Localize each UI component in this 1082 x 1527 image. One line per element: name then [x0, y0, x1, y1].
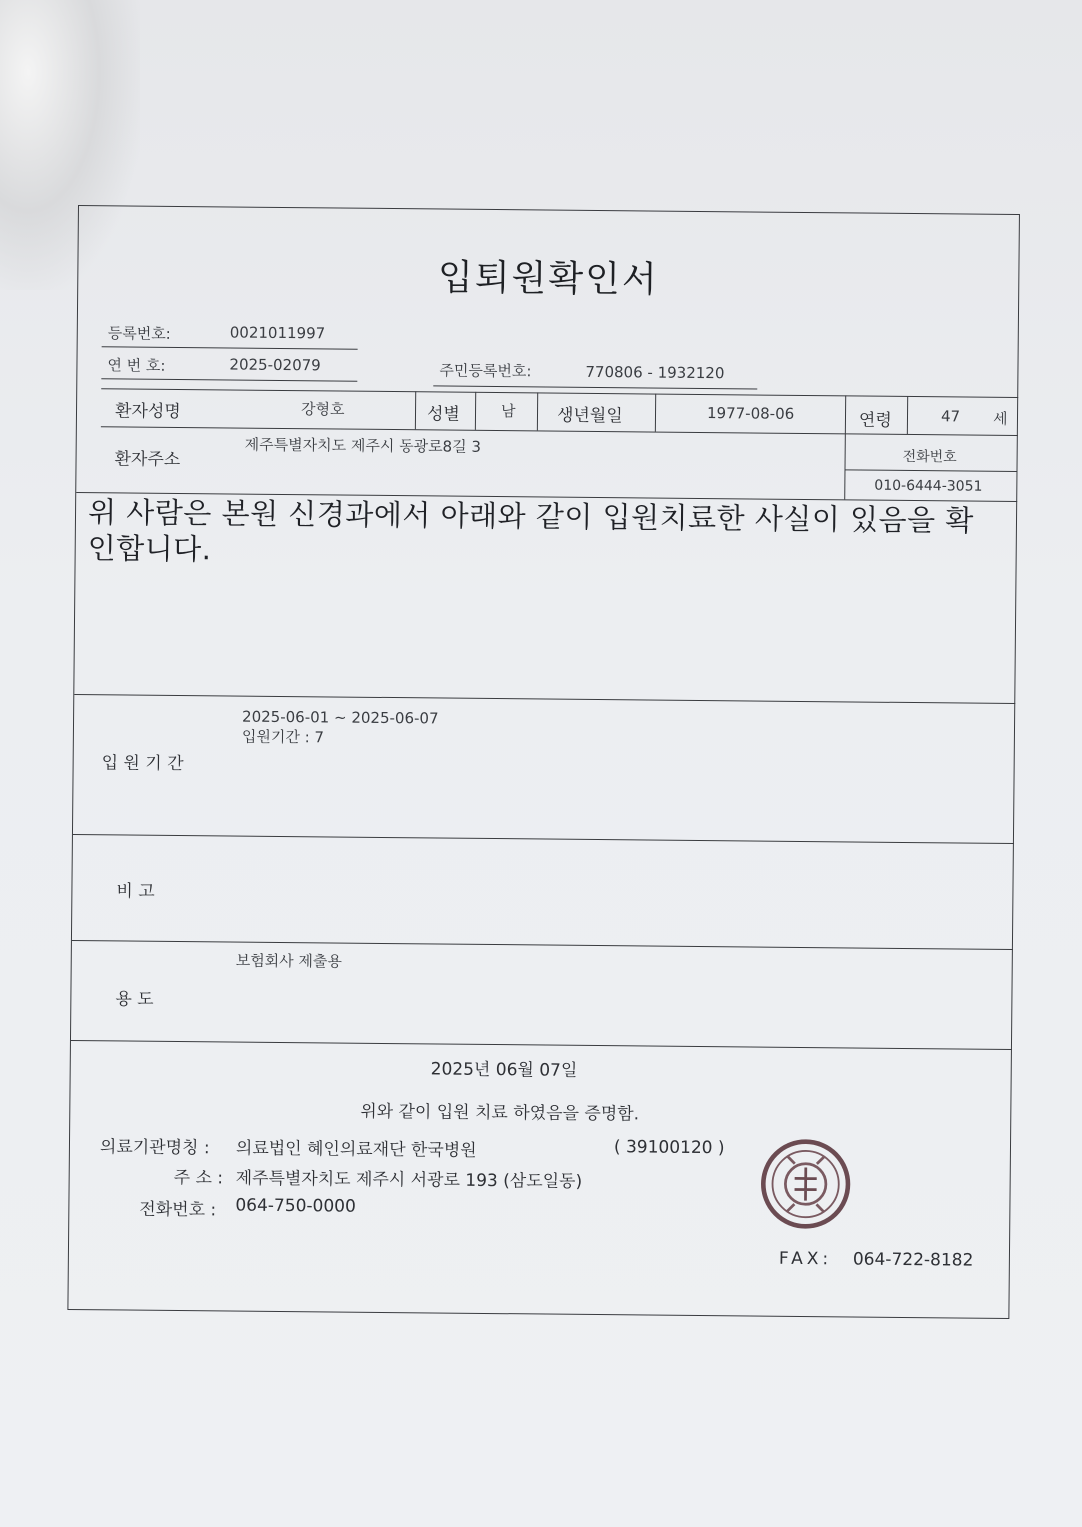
resident-id-value: 770806 - 1932120	[585, 362, 725, 383]
confirmation-statement: 위 사람은 본원 신경과에서 아래와 같이 입원치료한 사실이 있음을 확인합니다.	[87, 495, 975, 567]
resident-id-underline	[433, 385, 757, 389]
remarks-top-line	[73, 834, 1014, 844]
phone-cell-line	[844, 469, 1017, 472]
hospital-seal-icon	[759, 1138, 852, 1231]
sex-value: 남	[500, 402, 516, 421]
footer-phone-label: 전화번호 :	[139, 1199, 217, 1221]
divider-1	[415, 391, 416, 429]
sex-label: 성별	[426, 404, 460, 425]
admission-certificate	[67, 205, 1020, 1319]
table-top-line	[101, 388, 1018, 398]
divider-6	[907, 396, 908, 434]
footer-top-line	[71, 1040, 1012, 1050]
divider-2	[475, 392, 476, 430]
fax-number: 064-722-8182	[852, 1249, 974, 1271]
issue-date: 2025년 06월 07일	[430, 1059, 578, 1081]
footer-phone: 064-750-0000	[235, 1195, 356, 1217]
purpose-value: 보험회사 제출용	[235, 951, 343, 971]
patient-name-label: 환자성명	[114, 401, 181, 422]
resident-id-label: 주민등록번호:	[439, 361, 532, 381]
serial-label: 연 번 호:	[107, 356, 166, 375]
admission-top-line	[74, 694, 1015, 704]
certify-statement: 위와 같이 입원 치료 하였음을 증명함.	[360, 1101, 640, 1125]
document-title: 입퇴원확인서	[437, 257, 659, 301]
birth-label: 생년월일	[556, 405, 623, 427]
remarks-label: 비 고	[116, 881, 155, 902]
institution-label: 의료기관명칭 :	[99, 1137, 210, 1159]
serial-underline	[101, 378, 357, 381]
footer-address-label: 주 소 :	[173, 1167, 224, 1189]
admission-period: 2025-06-01 ~ 2025-06-07	[242, 707, 439, 728]
registration-label: 등록번호:	[107, 324, 171, 343]
serial-value: 2025-02079	[229, 355, 321, 375]
address-label: 환자주소	[114, 449, 181, 470]
address-value: 제주특별자치도 제주시 동광로8길 3	[244, 435, 482, 456]
phone-label: 전화번호	[902, 448, 957, 466]
registration-underline	[102, 346, 358, 349]
admission-label: 입 원 기 간	[101, 753, 184, 775]
purpose-top-line	[72, 940, 1013, 950]
patient-name: 강형호	[300, 400, 345, 419]
age-value: 47	[940, 407, 961, 426]
age-unit: 세	[992, 409, 1008, 428]
fax-label: FAX:	[778, 1248, 833, 1270]
age-label: 연령	[858, 410, 892, 431]
purpose-label: 용 도	[115, 989, 154, 1010]
institution-name: 의료법인 혜인의료재단 한국병원	[235, 1138, 477, 1161]
divider-5	[844, 395, 846, 499]
footer-address: 제주특별자치도 제주시 서광로 193 (삼도일동)	[235, 1168, 583, 1192]
divider-3	[537, 392, 538, 430]
institution-code: ( 39100120 )	[613, 1137, 725, 1159]
phone-value: 010-6444-3051	[874, 477, 983, 495]
divider-4	[655, 394, 656, 432]
birth-value: 1977-08-06	[706, 404, 795, 423]
registration-value: 0021011997	[229, 323, 326, 343]
admission-days: 입원기간 : 7	[241, 727, 325, 747]
